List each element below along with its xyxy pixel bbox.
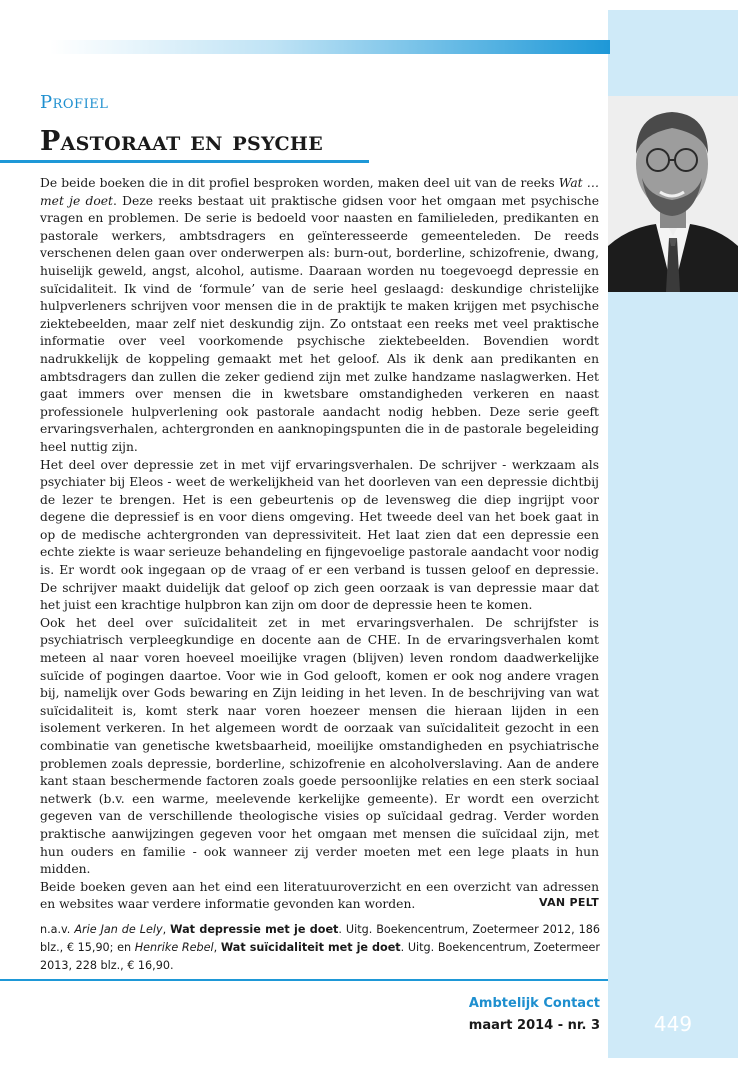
- page-number: 449: [653, 1012, 693, 1036]
- paragraph-3: Ook het deel over suïcidaliteit zet in met ervaringsverhalen. De schrijfster is psychiatrisch verpleegkundige en docente aan de CHE. In de ervaringsverhalen komt meteen al naar voren hoeveel moeilijke vragen (blijven) leven rondom daadwerkelijke suïcide of pogingen daartoe. Voor wie in God gelooft, komen er ook nog andere vragen bij, namelijk over Gods bewaring en Zijn leiding in het leven. In de beschrijving van wat suïcidaliteit is, komt sterk naar voren hoezeer mensen die hieraan lijden in een isolement verkeren. In het algemeen wordt de oorzaak van suïcidaliteit gezocht in een combinatie van genetische kwetsbaarheid, moeilijke omstandigheden en psychiatrische problemen zoals depressie, borderline, schizofrenie en alcoholverslaving. Aan de andere kant staan beschermende factoren zoals goede persoonlijke relaties en een sterk sociaal netwerk (b.v. een warme, meelevende kerkelijke gemeente). Er wordt een overzicht gegeven van de verschillende theologische visies op suïcidaal gedrag. Verder worden praktische aanwijzingen gegeven voor het omgaan met mensen die suïcidaal zijn, met hun ouders en familie - ook wanneer zij verder moeten met een lege plaats in hun midden.: [40, 615, 599, 877]
- paragraph-4: Beide boeken geven aan het eind een literatuuroverzicht en een overzicht van adressen en websites waar verdere informatie gevonden kan worden.: [40, 879, 599, 912]
- article-body: [40, 175, 599, 914]
- paragraph-2: Het deel over depressie zet in met vijf ervaringsverhalen. De schrijver - werkzaam als psychiater bij Eleos - weet de werkelijkheid van het doorleven van een depressie dichtbij de lezer te brengen. Het is een gebeurtenis op de levensweg die diep ingrijpt voor degene die depressief is en voor diens omgeving. Het tweede deel van het boek gaat in op de medische achtergronden van depressiviteit. Het laat zien dat een depressie een echte ziekte is waar serieuze behandeling en fijngevoelige pastorale aandacht voor nodig is. Er wordt ook ingegaan op de vraag of er een verband is tussen geloof en depressie. De schrijver maakt duidelijk dat geloof op zich geen oorzaak is van depressie maar dat het juist een krachtige hulpbron kan zijn om door de depressie heen te komen.: [40, 457, 599, 613]
- article-title: Pastoraat en psyche: [40, 126, 323, 157]
- author-signature: VAN PELT: [539, 896, 599, 909]
- issue-label: maart 2014 - nr. 3: [468, 1018, 600, 1033]
- paragraph-1: De beide boeken die in dit profiel besproken worden, maken deel uit van de reeks Wat … met je doet. Deze reeks bestaat uit praktische gidsen voor het omgaan met psychische vragen en problemen. De serie is bedoeld voor naasten en familieleden, predikanten en pastorale werkers, ambtsdragers en geïnteresseerde gemeenteleden. De reeds verschenen delen gaan over onderwerpen als: burn-out, borderline, schizofrenie, dwang, huiselijk geweld, angst, alcohol, autisme. Daaraan worden nu toegevoegd depressie en suïcidaliteit. Ik vind de ‘formule’ van de serie heel geslaagd: deskundige christelijke hulpverleners schrijven voor mensen die in de praktijk te maken krijgen met psychische ziektebeelden, maar zelf niet deskundig zijn. Zo ontstaat een reeks met veel praktische informatie over veel voorkomende psychische ziektebeelden. Bovendien wordt nadrukkelijk de koppeling gemaakt met het geloof. Als ik denk aan predikanten en ambtsdragers dan zullen die zeker gediend zijn met zulke handzame naslagwerken. Het gaat immers over mensen die in kwetsbare omstandigheden verkeren en naast professionele hulpverlening ook pastorale aandacht nodig hebben. Deze serie geeft ervaringsverhalen, achtergronden en aanknopingspunten die in de pastorale begeleiding heel nuttig zijn.: [40, 176, 600, 454]
- top-decorative-bar: [50, 40, 610, 54]
- author-portrait-photo: [608, 96, 738, 292]
- book-reference: n.a.v. Arie Jan de Lely, Wat depressie met je doet. Uitg. Boekencentrum, Zoetermeer 2012, 186 blz., € 15,90; en Henrike Rebel, Wat suïcidaliteit met je doet. Uitg. Boekencentrum, Zoetermeer 2013, 228 blz., € 16,90.: [40, 923, 601, 972]
- footer-rule: [0, 979, 608, 981]
- journal-name: Ambtelijk Contact: [468, 996, 600, 1011]
- title-underline: [0, 160, 369, 163]
- section-label: Profiel: [40, 92, 109, 113]
